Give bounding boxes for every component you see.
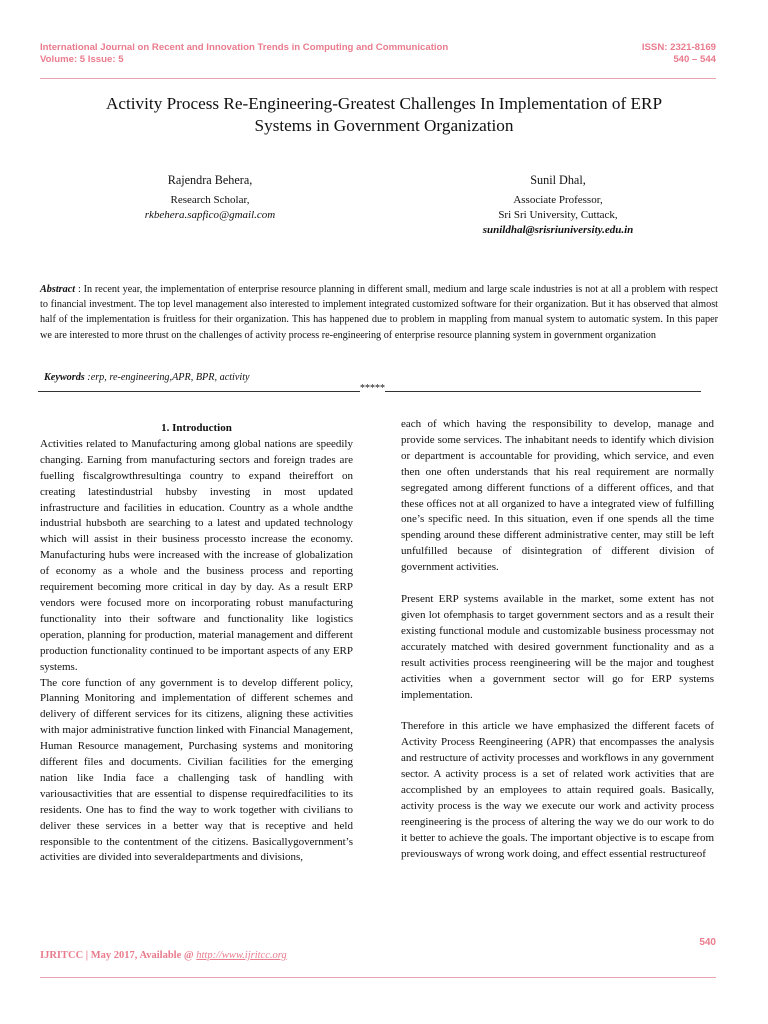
header-rule xyxy=(40,78,716,79)
footer-rule xyxy=(40,977,716,978)
footer-text: IJRITCC | May 2017, Available @ xyxy=(40,950,197,961)
section-divider xyxy=(38,383,712,395)
paper-title xyxy=(30,93,738,137)
keywords-label: Keywords xyxy=(44,372,85,383)
journal-pages: 540 – 544 xyxy=(673,54,716,65)
journal-website-link[interactable]: http://www.ijritcc.org xyxy=(196,950,287,961)
journal-volume: Volume: 5 Issue: 5 xyxy=(40,54,124,65)
left-column xyxy=(40,418,353,866)
abstract-text: : In recent year, the implementation of enterprise resource planning in different small, medium and large scale industries is not at all a problem with respect to financial investment. The top level management also interested to implement integrated customized software for their organization. But it has observed that almost half of the implementation is fruitless for their organization. This has happened due to problem in mappling from manual system to automatic system. In this paper we are interested to more thrust on the challenges of activity process re-engineering of enterprise resource planning system in government organization xyxy=(40,284,718,341)
author-1-role: Research Scholar, xyxy=(170,194,250,206)
author-1-email[interactable]: rkbehera.sapfico@gmail.com xyxy=(144,209,276,221)
author-1 xyxy=(90,172,330,223)
body-paragraph: The core function of any government is to develop different policy, Planning Monitoring and implementation of different schemes and delivery of different services for its citizens, aligning these activities with major administrative function linked with Financial Management, Human Resource management, Purchasing systems and monitoring different files and documents. Civilian facilities for the emerging nation like India face a challenging task of handling with variousactivities that are essential to dispense requiredfacilities to its residents. One has to find the way to work together with civilians to deliver these services in a better way that is receptive and held responsible to the contentment of the citizens. Basicallygovernment’s activities are divided into severaldepartments and divisions, xyxy=(40,676,353,864)
body-paragraph: Present ERP systems available in the market, some extent has not given lot ofemphasis to target government sectors and as a result their existing functional module and customizable business processmay not accurately matched with desired government functionality and as a result activities process reengineering will be the major and toughest activities when a government sector will go for ERP systems implementation. xyxy=(401,593,714,701)
body-paragraph: Activities related to Manufacturing among global nations are speedily changing. Earning from manufacturing sectors and foreign trades are fuelling fiscalgrowthresultinga country to expand theireffort on creating latestindustrial hubsby investing in most updated infrastructure and facilities in education. Country as a whole andthe industrial hubsboth are searching to a latest and updated technology which will assist in their business processto increase the economy. Manufacturing hubs were increased with the increase of globalization of economy as a whole and the business process and reporting requirement becoming more critical in day by day. As a result ERP vendors were focused more on incorporating robust manufacturing functionality into their software and functionality like logistics operation, planning for production, material management and different production functionality continued to be important aspects of any ERP systems. xyxy=(40,437,353,673)
title-line-1: Activity Process Re-Engineering-Greatest Challenges In Implementation of ERP xyxy=(105,94,663,113)
author-1-name: Rajendra Behera, xyxy=(167,173,253,187)
keywords-text: :erp, re-engineering,APR, BPR, activity xyxy=(87,372,250,383)
author-2 xyxy=(430,172,686,238)
paragraph-gap xyxy=(401,576,714,592)
divider-line-left xyxy=(38,383,360,392)
divider-line-right xyxy=(385,383,701,392)
footer xyxy=(40,950,287,961)
keywords xyxy=(44,372,250,383)
author-2-email[interactable]: sunildhal@srisriuniversity.edu.in xyxy=(482,224,634,236)
section-heading-introduction: 1. Introduction xyxy=(161,422,232,434)
body-paragraph: Therefore in this article we have emphasized the different facets of Activity Process Reengineering (APR) that encompasses the analysis and restructure of activity processes and workflows in any government sector. A activity process is a set of related work activities that are accomplished by an employees to attain required goals. Basically, activity process is the way we execute our work and activity process reengineering is the process of altering the way we do our work to do it better to achieve the goals. The important objective is to escape from previousways of wrong work doing, and effect essential restructureof xyxy=(401,720,714,860)
page-number: 540 xyxy=(699,937,716,948)
journal-issn: ISSN: 2321-8169 xyxy=(641,42,716,53)
right-column xyxy=(401,417,714,863)
author-2-name: Sunil Dhal, xyxy=(530,173,586,187)
paragraph-gap xyxy=(401,703,714,719)
abstract-label: Abstract xyxy=(40,284,76,295)
abstract xyxy=(40,282,718,343)
author-2-affiliation: Sri Sri University, Cuttack, xyxy=(498,209,618,221)
journal-name: International Journal on Recent and Innovation Trends in Computing and Communication xyxy=(40,42,449,53)
title-line-2: Systems in Government Organization xyxy=(254,116,514,135)
divider-stars: ***** xyxy=(360,383,385,394)
body-paragraph: each of which having the responsibility to develop, manage and provide some services. The inhabitant needs to identify which division or department is accountable for providing, which service, and even then one often understands that his real requirement are normally segregated among different functions of a different offices, and that these offices not at all organized to have a integrated view of fulfilling one’s specific need. In this situation, even if one spends all the time spending around these different administrative center, may still be left unfulfilled because of disintegration of different division of government activities. xyxy=(401,418,714,574)
author-2-role: Associate Professor, xyxy=(513,194,603,206)
